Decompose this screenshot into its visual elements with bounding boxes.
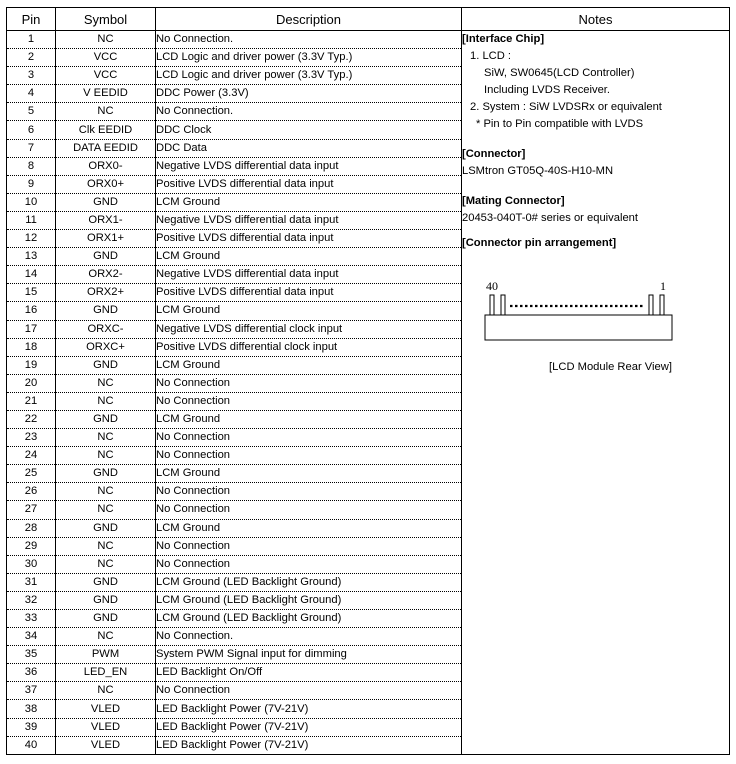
- pin-2-contact: [649, 295, 653, 315]
- symbol-cell: DATA EEDID: [56, 139, 156, 157]
- connector-heading: [Connector]: [462, 148, 526, 160]
- connector-body: [485, 315, 672, 340]
- header-symbol: Symbol: [56, 8, 156, 31]
- description-cell: LED Backlight Power (7V-21V): [156, 718, 462, 736]
- symbol-cell: VCC: [56, 49, 156, 67]
- pin-cell: 28: [7, 519, 56, 537]
- symbol-cell: ORX2+: [56, 284, 156, 302]
- description-cell: LCM Ground: [156, 519, 462, 537]
- description-cell: Positive LVDS differential data input: [156, 175, 462, 193]
- mating-connector-heading: [Mating Connector]: [462, 195, 565, 207]
- description-cell: Negative LVDS differential data input: [156, 211, 462, 229]
- description-cell: No Connection.: [156, 103, 462, 121]
- pin-assignment-sheet: [6, 7, 729, 756]
- connector-value: LSMtron GT05Q-40S-H10-MN: [462, 165, 614, 177]
- connector-diagram: [484, 276, 674, 346]
- symbol-cell: NC: [56, 501, 156, 519]
- symbol-cell: NC: [56, 447, 156, 465]
- description-cell: Negative LVDS differential data input: [156, 157, 462, 175]
- symbol-cell: ORX1+: [56, 230, 156, 248]
- symbol-cell: ORXC+: [56, 338, 156, 356]
- symbol-cell: GND: [56, 356, 156, 374]
- header-row: [7, 8, 730, 31]
- description-cell: Negative LVDS differential clock input: [156, 320, 462, 338]
- description-cell: No Connection: [156, 447, 462, 465]
- pin-cell: 6: [7, 121, 56, 139]
- pin-cell: 32: [7, 591, 56, 609]
- symbol-cell: GND: [56, 248, 156, 266]
- pin-cell: 9: [7, 175, 56, 193]
- symbol-cell: NC: [56, 374, 156, 392]
- description-cell: No Connection: [156, 537, 462, 555]
- description-cell: LCM Ground (LED Backlight Ground): [156, 591, 462, 609]
- pin-cell: 2: [7, 49, 56, 67]
- symbol-cell: GND: [56, 410, 156, 428]
- symbol-cell: NC: [56, 483, 156, 501]
- pin-cell: 30: [7, 555, 56, 573]
- description-cell: LED Backlight Power (7V-21V): [156, 700, 462, 718]
- symbol-cell: GND: [56, 302, 156, 320]
- pin-cell: 18: [7, 338, 56, 356]
- symbol-cell: GND: [56, 193, 156, 211]
- pin-cell: 8: [7, 157, 56, 175]
- notes-cell: [462, 31, 730, 755]
- symbol-cell: VLED: [56, 700, 156, 718]
- pin-cell: 1: [7, 31, 56, 49]
- description-cell: LCD Logic and driver power (3.3V Typ.): [156, 67, 462, 85]
- pin-cell: 38: [7, 700, 56, 718]
- pin-cell: 36: [7, 664, 56, 682]
- symbol-cell: NC: [56, 31, 156, 49]
- description-cell: No Connection: [156, 374, 462, 392]
- description-cell: LCM Ground: [156, 410, 462, 428]
- pin-arrangement-heading: [Connector pin arrangement]: [462, 237, 617, 249]
- symbol-cell: NC: [56, 537, 156, 555]
- description-cell: LCM Ground: [156, 248, 462, 266]
- pin-cell: 17: [7, 320, 56, 338]
- pin-cell: 24: [7, 447, 56, 465]
- symbol-cell: GND: [56, 519, 156, 537]
- symbol-cell: GND: [56, 610, 156, 628]
- description-cell: LCM Ground (LED Backlight Ground): [156, 573, 462, 591]
- pin-1-label: 1: [660, 279, 666, 293]
- mating-connector-value: 20453-040T-0# series or equivalent: [462, 212, 639, 224]
- interface-chip-heading: [Interface Chip]: [462, 33, 545, 45]
- symbol-cell: GND: [56, 591, 156, 609]
- pin-cell: 29: [7, 537, 56, 555]
- symbol-cell: PWM: [56, 646, 156, 664]
- description-cell: Negative LVDS differential data input: [156, 266, 462, 284]
- pin-rows: [7, 31, 730, 755]
- symbol-cell: ORXC-: [56, 320, 156, 338]
- description-cell: No Connection: [156, 682, 462, 700]
- description-cell: LCM Ground (LED Backlight Ground): [156, 610, 462, 628]
- pin-1-contact: [660, 295, 664, 315]
- pin-table: [6, 7, 730, 755]
- description-cell: LCM Ground: [156, 356, 462, 374]
- pin-cell: 12: [7, 230, 56, 248]
- pin-cell: 3: [7, 67, 56, 85]
- description-cell: DDC Data: [156, 139, 462, 157]
- symbol-cell: NC: [56, 103, 156, 121]
- pin-cell: 35: [7, 646, 56, 664]
- pin-cell: 13: [7, 248, 56, 266]
- pin-cell: 20: [7, 374, 56, 392]
- pin-cell: 39: [7, 718, 56, 736]
- pin-cell: 7: [7, 139, 56, 157]
- rear-view-caption: [LCD Module Rear View]: [549, 361, 672, 373]
- symbol-cell: NC: [56, 628, 156, 646]
- symbol-cell: VLED: [56, 736, 156, 754]
- pin-cell: 15: [7, 284, 56, 302]
- description-cell: Positive LVDS differential data input: [156, 230, 462, 248]
- pin-40-label: 40: [486, 279, 498, 293]
- symbol-cell: ORX0-: [56, 157, 156, 175]
- symbol-cell: ORX1-: [56, 211, 156, 229]
- symbol-cell: NC: [56, 392, 156, 410]
- description-cell: No Connection: [156, 392, 462, 410]
- pin-cell: 31: [7, 573, 56, 591]
- pin-cell: 11: [7, 211, 56, 229]
- description-cell: No Connection: [156, 483, 462, 501]
- symbol-cell: ORX2-: [56, 266, 156, 284]
- pin-cell: 10: [7, 193, 56, 211]
- description-cell: DDC Clock: [156, 121, 462, 139]
- lcd-line-1: SiW, SW0645(LCD Controller): [484, 67, 635, 79]
- symbol-cell: GND: [56, 465, 156, 483]
- pin-cell: 26: [7, 483, 56, 501]
- lcd-line-2: Including LVDS Receiver.: [484, 84, 611, 96]
- symbol-cell: Clk EEDID: [56, 121, 156, 139]
- symbol-cell: NC: [56, 555, 156, 573]
- pin-cell: 27: [7, 501, 56, 519]
- description-cell: No Connection.: [156, 628, 462, 646]
- pin-cell: 33: [7, 610, 56, 628]
- pin-cell: 22: [7, 410, 56, 428]
- pin-cell: 25: [7, 465, 56, 483]
- description-cell: LCM Ground: [156, 193, 462, 211]
- description-cell: Positive LVDS differential clock input: [156, 338, 462, 356]
- description-cell: LCD Logic and driver power (3.3V Typ.): [156, 49, 462, 67]
- compat-note: * Pin to Pin compatible with LVDS: [476, 118, 644, 130]
- symbol-cell: NC: [56, 429, 156, 447]
- description-cell: System PWM Signal input for dimming: [156, 646, 462, 664]
- pin-cell: 16: [7, 302, 56, 320]
- pin-40-contact: [490, 295, 494, 315]
- symbol-cell: V EEDID: [56, 85, 156, 103]
- pin-cell: 40: [7, 736, 56, 754]
- description-cell: LCM Ground: [156, 302, 462, 320]
- symbol-cell: GND: [56, 573, 156, 591]
- header-notes: Notes: [462, 8, 730, 31]
- table-row: [7, 31, 730, 49]
- description-cell: LED Backlight Power (7V-21V): [156, 736, 462, 754]
- description-cell: No Connection: [156, 429, 462, 447]
- pin-cell: 37: [7, 682, 56, 700]
- pin-39-contact: [501, 295, 505, 315]
- pin-cell: 34: [7, 628, 56, 646]
- description-cell: Positive LVDS differential data input: [156, 284, 462, 302]
- pin-cell: 21: [7, 392, 56, 410]
- description-cell: LED Backlight On/Off: [156, 664, 462, 682]
- pin-cell: 5: [7, 103, 56, 121]
- description-cell: DDC Power (3.3V): [156, 85, 462, 103]
- pin-cell: 14: [7, 266, 56, 284]
- pin-cell: 19: [7, 356, 56, 374]
- symbol-cell: LED_EN: [56, 664, 156, 682]
- header-pin: Pin: [7, 8, 56, 31]
- description-cell: LCM Ground: [156, 465, 462, 483]
- description-cell: No Connection.: [156, 31, 462, 49]
- description-cell: No Connection: [156, 501, 462, 519]
- description-cell: No Connection: [156, 555, 462, 573]
- system-item: 2. System : SiW LVDSRx or equivalent: [470, 101, 662, 113]
- lcd-item: 1. LCD :: [470, 50, 512, 62]
- symbol-cell: ORX0+: [56, 175, 156, 193]
- symbol-cell: NC: [56, 682, 156, 700]
- header-description: Description: [156, 8, 462, 31]
- symbol-cell: VLED: [56, 718, 156, 736]
- pin-cell: 4: [7, 85, 56, 103]
- symbol-cell: VCC: [56, 67, 156, 85]
- pin-cell: 23: [7, 429, 56, 447]
